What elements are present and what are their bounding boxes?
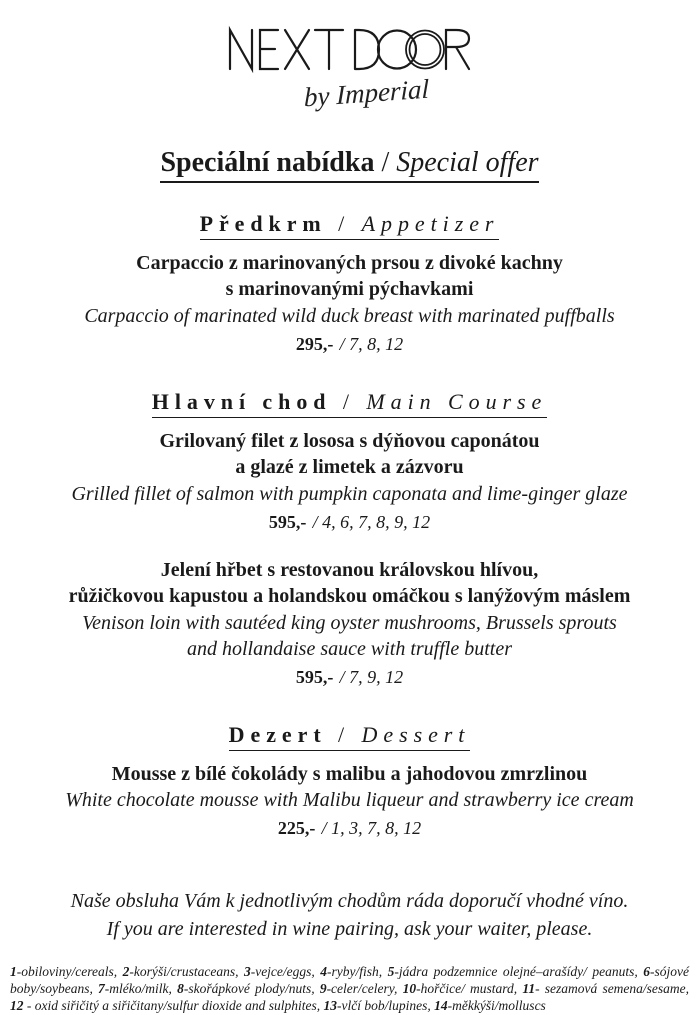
section-dessert xyxy=(0,722,699,841)
item-name-czech: Grilovaný filet z lososa s dýňovou caponátou xyxy=(159,429,540,452)
logo-header xyxy=(0,24,699,113)
wine-pairing-note xyxy=(0,887,699,943)
item-name-czech: růžičkovou kapustou a holandskou omáčkou s lanýžovým máslem xyxy=(68,585,631,608)
logo-letter-r xyxy=(446,30,469,69)
menu-item-carpaccio xyxy=(0,250,699,357)
allergen-num: 12 xyxy=(10,998,24,1014)
heading-english: Appetizer xyxy=(361,211,500,236)
heading-separator: / xyxy=(326,721,362,747)
allergen-legend xyxy=(10,963,689,1014)
item-price-line xyxy=(0,815,699,841)
logo-letter-e xyxy=(260,30,278,69)
allergen-num: 13 xyxy=(323,998,337,1014)
wine-note-czech: Naše obsluha Vám k jednotlivým chodům ráda doporučí vhodné víno. xyxy=(70,890,629,913)
title-english: Special offer xyxy=(396,147,539,178)
allergen-label: -celer/celery, xyxy=(326,981,398,997)
next-door-logo xyxy=(228,24,472,76)
allergen-num: 14 xyxy=(434,998,448,1014)
logo-letter-n xyxy=(230,30,252,69)
heading-czech: Hlavní chod xyxy=(151,388,332,414)
allergen-num: 11 xyxy=(522,981,536,997)
logo-letter-o-double-outer xyxy=(406,31,444,69)
item-name-english: Carpaccio of marinated wild duck breast with marinated puffballs xyxy=(84,304,615,327)
menu-item-mousse xyxy=(0,761,699,841)
item-allergens: / 7, 9, 12 xyxy=(339,666,404,687)
item-price: 595,- xyxy=(268,511,307,532)
item-name-czech: Mousse z bílé čokolády s malibu a jahodovou zmrzlinou xyxy=(111,762,588,785)
item-name-czech: Jelení hřbet s restovanou královskou hlívou, xyxy=(160,558,539,581)
allergen-label: - oxid siřičitý a siřičitany/sulfur dioxide and sulphites, xyxy=(23,998,321,1014)
item-name-english: White chocolate mousse with Malibu liqueur and strawberry ice cream xyxy=(65,789,634,812)
allergen-label: -korýši/crustaceans, xyxy=(129,964,239,980)
allergen-num: 2 xyxy=(122,964,130,980)
section-heading-appetizer xyxy=(0,211,699,237)
allergen-label: -mléko/milk, xyxy=(104,981,172,997)
heading-separator: / xyxy=(331,388,367,414)
item-price-line xyxy=(0,509,699,535)
allergen-label: -obiloviny/cereals, xyxy=(16,964,118,980)
allergen-label: -ryby/fish, xyxy=(327,964,383,980)
allergen-num: 5 xyxy=(387,964,395,980)
item-allergens: / 4, 6, 7, 8, 9, 12 xyxy=(312,511,431,532)
allergen-label: -skořápkové plody/nuts, xyxy=(183,981,315,997)
logo-letter-d xyxy=(355,30,379,69)
allergen-num: 10 xyxy=(402,981,417,997)
item-name-czech: Carpaccio z marinovaných prsou z divoké kachny xyxy=(136,252,563,274)
section-heading-dessert xyxy=(0,722,699,748)
item-allergens: / 1, 3, 7, 8, 12 xyxy=(321,818,422,839)
heading-separator: / xyxy=(326,211,362,236)
allergen-label: -sójové boby/soybeans, xyxy=(10,964,689,997)
heading-czech: Předkrm xyxy=(199,211,327,236)
allergen-num: 1 xyxy=(10,964,17,980)
logo-letter-x xyxy=(285,30,309,69)
allergen-label: -měkkýši/molluscs xyxy=(447,998,546,1014)
item-name-english: Venison loin with sautéed king oyster mushrooms, Brussels sprouts xyxy=(82,611,617,634)
heading-czech: Dezert xyxy=(228,721,327,747)
heading-english: Main Course xyxy=(366,388,548,414)
allergen-num: 3 xyxy=(243,964,251,980)
menu-item-salmon xyxy=(0,428,699,535)
allergen-num: 6 xyxy=(643,964,651,980)
allergen-num: 8 xyxy=(177,981,184,997)
allergen-label: - sezamová semena/sesame, xyxy=(535,981,690,997)
item-name-czech: a glazé z limetek a zázvoru xyxy=(235,456,464,479)
logo-letter-o-double-inner xyxy=(409,34,440,65)
allergen-label: -jádra podzemnice olejné–arašídy/ peanuts, xyxy=(394,964,638,980)
section-main-course xyxy=(0,389,699,690)
logo-letter-t xyxy=(315,30,343,69)
item-price: 225,- xyxy=(277,818,316,839)
item-price: 295,- xyxy=(295,333,334,354)
item-name-english: and hollandaise sauce with truffle butter xyxy=(187,637,512,660)
allergen-num: 7 xyxy=(98,981,105,997)
allergen-num: 9 xyxy=(319,981,327,997)
section-heading-main-course xyxy=(0,389,699,415)
heading-english: Dessert xyxy=(361,721,471,747)
item-name-english: Grilled fillet of salmon with pumpkin caponata and lime-ginger glaze xyxy=(71,482,628,505)
menu-item-venison xyxy=(0,557,699,690)
item-price: 595,- xyxy=(295,666,334,687)
title-separator: / xyxy=(374,147,397,178)
allergen-num: 4 xyxy=(320,964,328,980)
item-name-czech: s marinovanými pýchavkami xyxy=(225,278,474,301)
title-czech: Speciální nabídka xyxy=(160,147,375,178)
allergen-label: -vejce/eggs, xyxy=(250,964,315,980)
allergen-label: -hořčice/ mustard, xyxy=(416,981,518,997)
item-price-line xyxy=(0,664,699,690)
section-appetizer xyxy=(0,211,699,357)
wine-note-english: If you are interested in wine pairing, ask your waiter, please. xyxy=(106,918,593,941)
allergen-label: -vlčí bob/lupines, xyxy=(336,998,431,1014)
logo-byline: by Imperial xyxy=(304,73,429,113)
page-title xyxy=(0,147,699,179)
item-price-line xyxy=(0,331,699,357)
item-allergens: / 7, 8, 12 xyxy=(339,333,404,354)
